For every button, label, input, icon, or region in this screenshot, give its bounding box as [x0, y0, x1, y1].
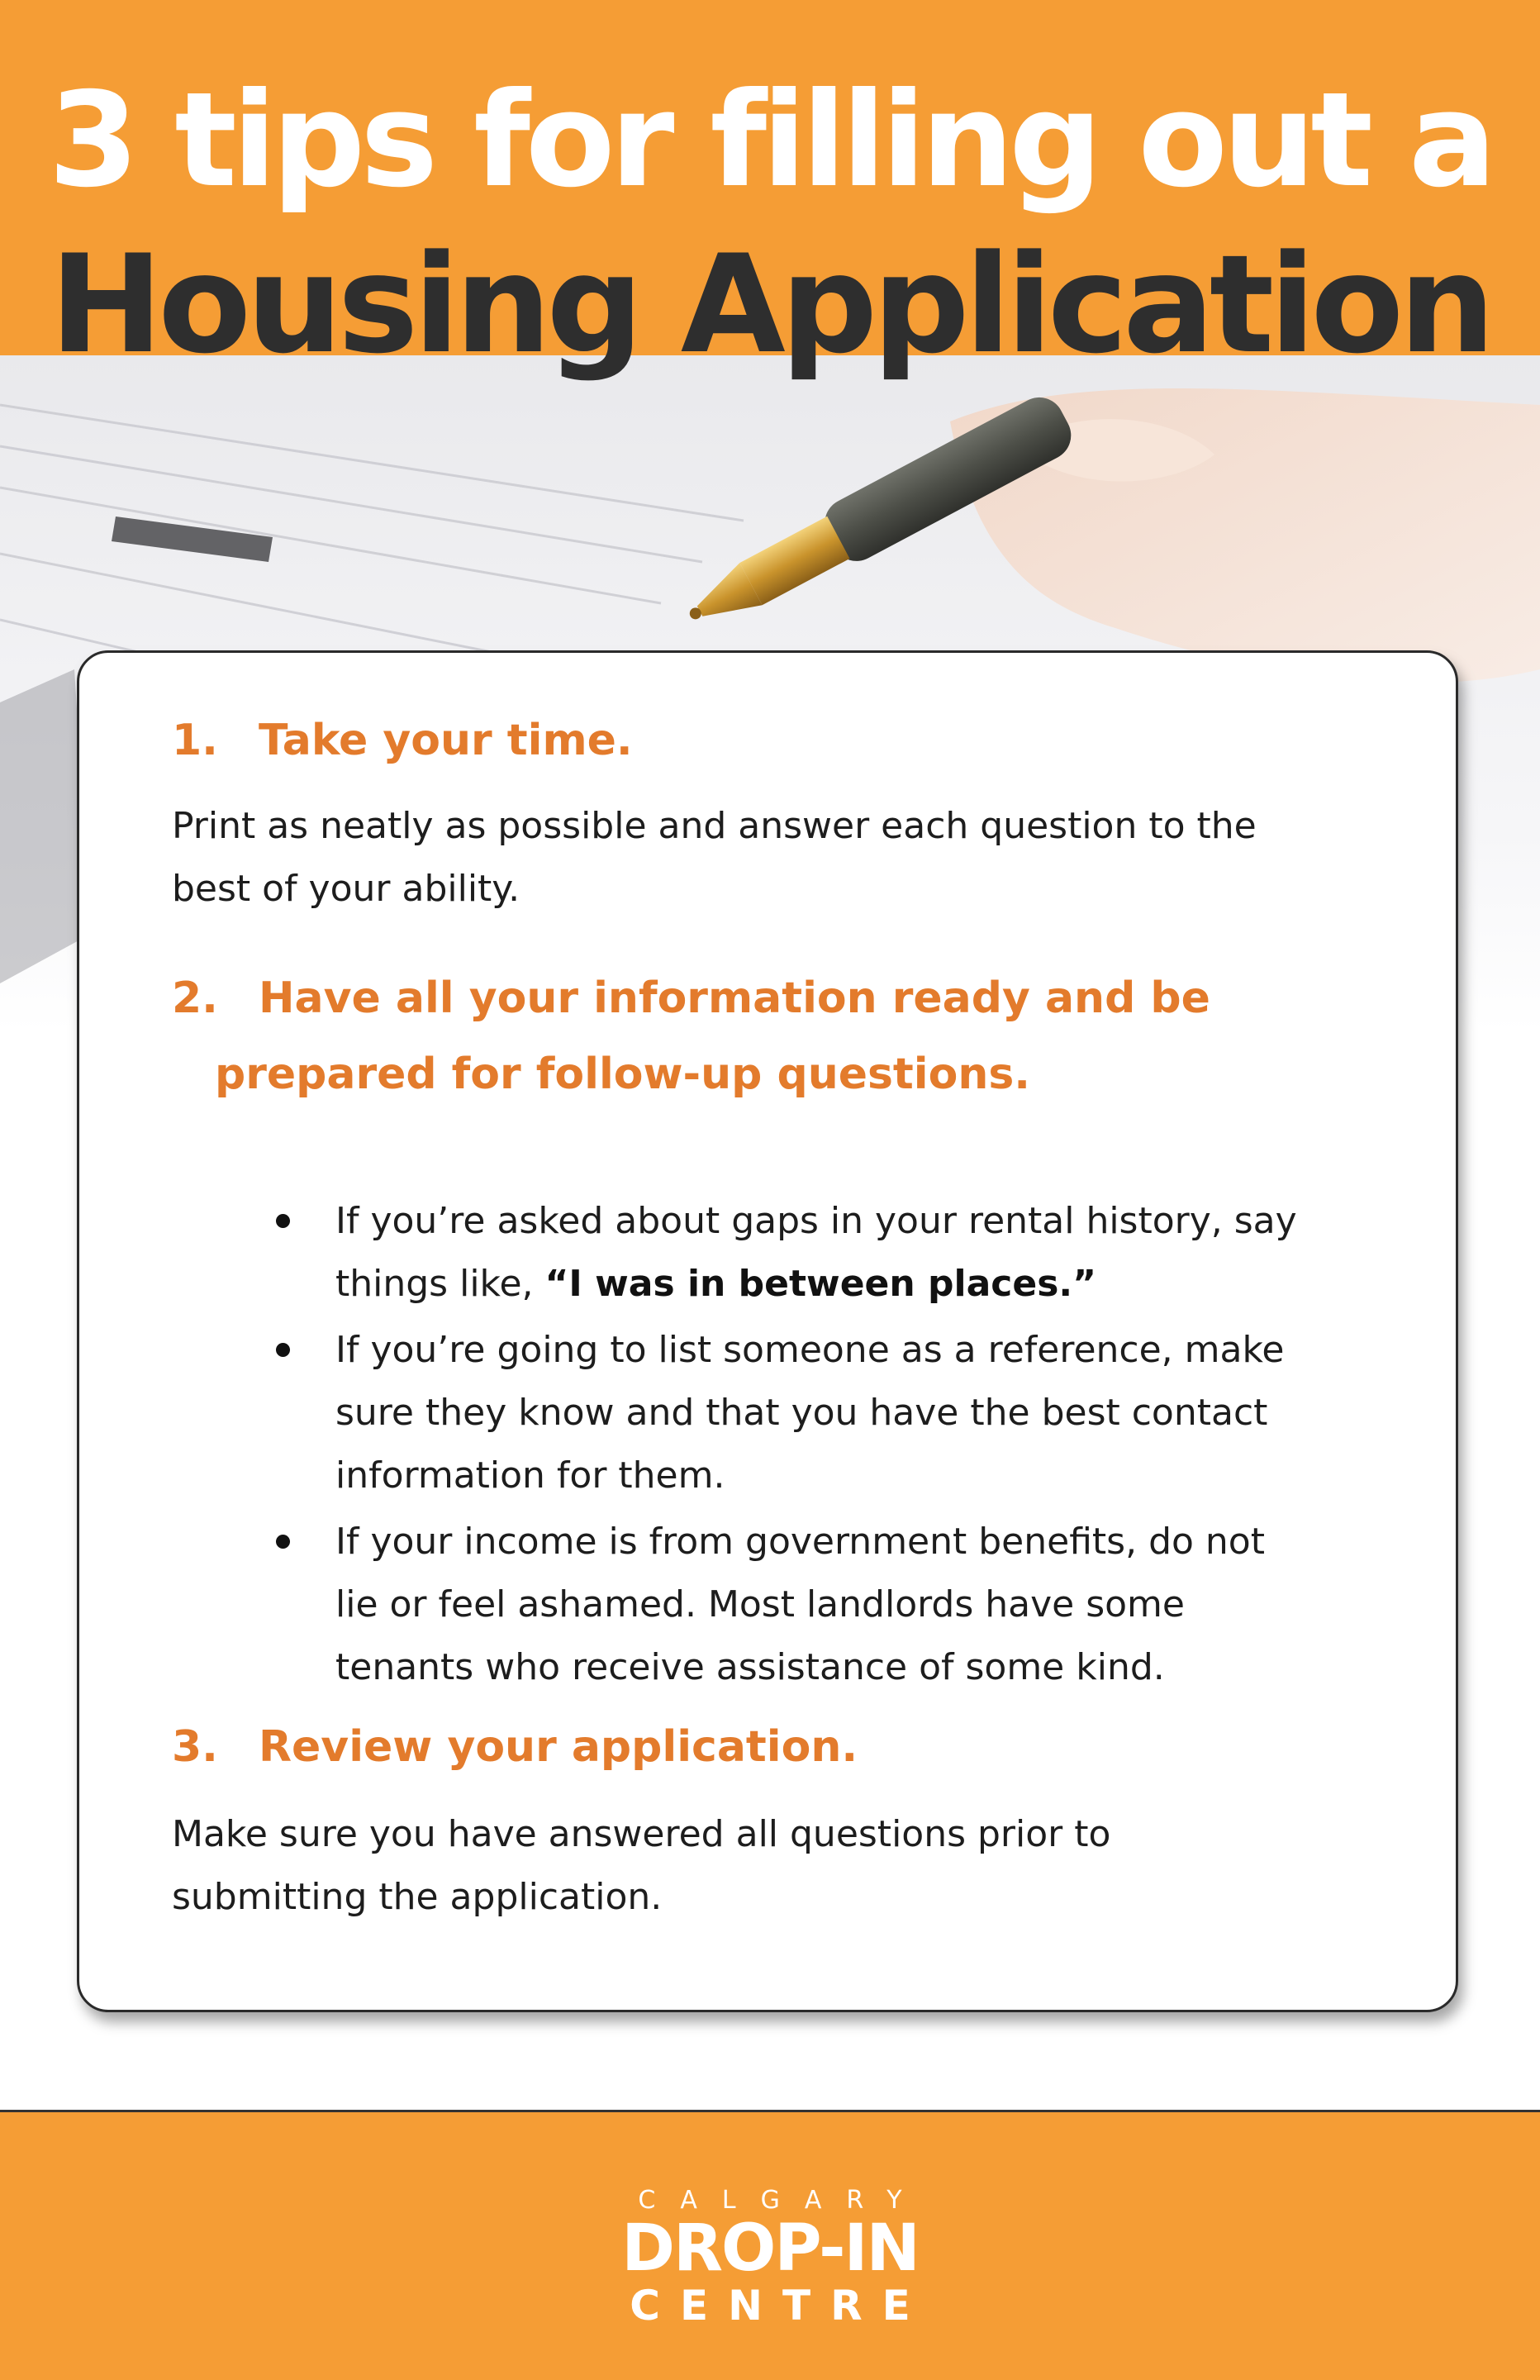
tip-1-body-line: best of your ability. [172, 868, 520, 910]
tip-1-body [172, 795, 1257, 921]
tip-1-heading [172, 702, 633, 778]
bullet-icon [276, 1343, 290, 1357]
tip-2-bullet-list [335, 1190, 1297, 1702]
tip-3-number: 3. [172, 1722, 218, 1772]
bullet-line: lie or feel ashamed. Most landlords have some [335, 1583, 1185, 1626]
tip-3-heading [172, 1709, 858, 1785]
footer [0, 2112, 1540, 2380]
tip-2-number: 2. [172, 973, 218, 1023]
bullet-line: sure they know and that you have the best contact [335, 1392, 1268, 1434]
tips-card [77, 650, 1458, 2012]
bullet-line: If you’re asked about gaps in your rental history, say [335, 1200, 1297, 1242]
calgary-drop-in-centre-logo [607, 2187, 933, 2329]
tip-3-body-line: Make sure you have answered all questions prior to [172, 1813, 1111, 1855]
title-line-1: 3 tips for filling out a [48, 64, 1492, 217]
list-item [335, 1190, 1297, 1316]
tip-3-body-line: submitting the application. [172, 1876, 663, 1918]
bullet-line: If you’re going to list someone as a reference, make [335, 1329, 1285, 1371]
tip-3-title: Review your application. [259, 1722, 858, 1772]
bullet-icon [276, 1535, 290, 1549]
bullet-emphasis: “I was in between places.” [544, 1263, 1097, 1305]
list-item [335, 1511, 1297, 1699]
bullet-line: information for them. [335, 1454, 725, 1497]
bullet-icon [276, 1214, 290, 1228]
page-title [0, 64, 1540, 384]
tip-1-number: 1. [172, 716, 218, 765]
tip-1-body-line: Print as neatly as possible and answer each question to the [172, 805, 1257, 847]
logo-bottom-text: CENTRE [630, 2282, 930, 2330]
tip-2-heading [172, 960, 1210, 1112]
title-line-2: Housing Application [50, 226, 1490, 384]
tip-2-title-line: Have all your information ready and be [259, 973, 1210, 1023]
list-item [335, 1319, 1297, 1507]
bullet-line: If your income is from government benefits, do not [335, 1521, 1265, 1563]
bullet-line: things like, [335, 1263, 545, 1305]
tip-1-title: Take your time. [259, 716, 633, 765]
tip-2-title-line: prepared for follow-up questions. [215, 1050, 1031, 1099]
logo-top-text: CALGARY [638, 2186, 927, 2215]
tip-3-body [172, 1803, 1110, 1929]
logo-main-text: DROP-IN [621, 2211, 919, 2286]
bullet-line: tenants who receive assistance of some kind. [335, 1646, 1165, 1688]
